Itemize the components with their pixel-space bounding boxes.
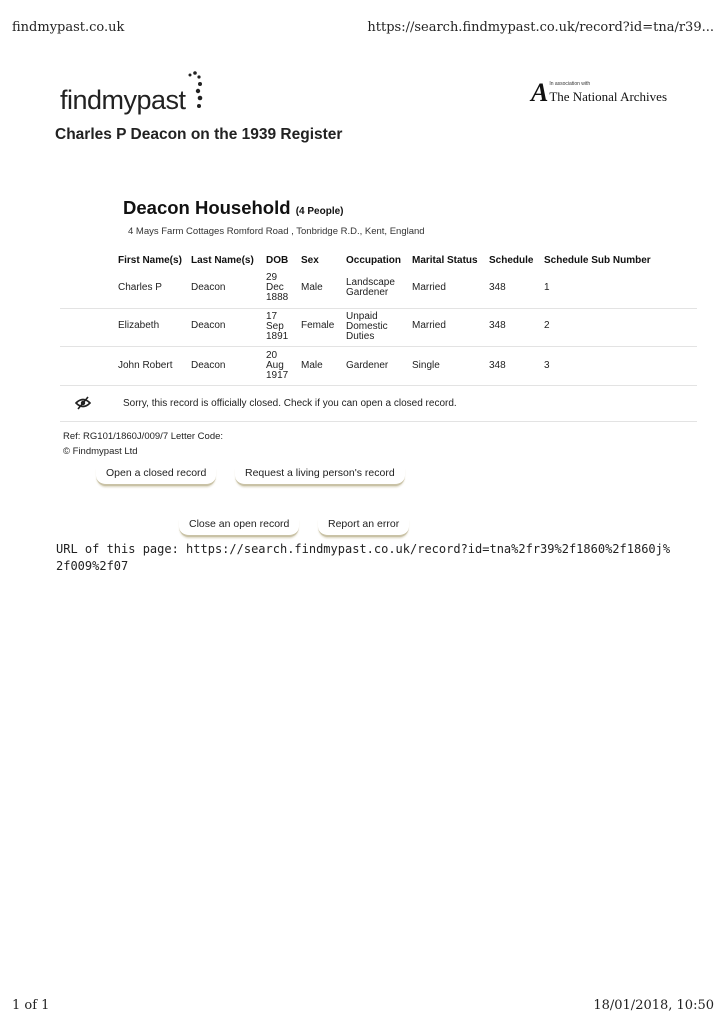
col-header-sex: Sex xyxy=(301,255,319,266)
report-error-button[interactable]: Report an error xyxy=(318,518,409,537)
occupation-line: Unpaid xyxy=(346,311,378,322)
tna-association-text: In association with xyxy=(549,81,591,87)
occupation-line: Domestic xyxy=(346,321,388,332)
cell-schedule-sub-number: 3 xyxy=(544,360,550,371)
cell-schedule-sub-number: 2 xyxy=(544,320,550,331)
cell-last-name: Deacon xyxy=(191,282,226,293)
cell-occupation xyxy=(346,312,388,342)
household-address: 4 Mays Farm Cottages Romford Road , Tonbridge R.D., Kent, England xyxy=(128,226,425,237)
cell-occupation xyxy=(346,361,388,371)
cell-dob xyxy=(266,351,288,381)
dob-year: 1891 xyxy=(266,331,289,342)
logo-text: findmypast xyxy=(60,85,186,115)
copyright-notice: © Findmypast Ltd xyxy=(63,446,138,457)
occupation-line: Landscape xyxy=(346,277,395,288)
dob-year: 1888 xyxy=(266,292,289,303)
cell-dob xyxy=(266,312,288,342)
cell-last-name: Deacon xyxy=(191,320,226,331)
cell-dob xyxy=(266,273,288,303)
dob-day: 17 xyxy=(266,311,278,322)
open-closed-record-button[interactable]: Open a closed record xyxy=(96,467,216,486)
col-header-first-name: First Name(s) xyxy=(118,255,182,266)
findmypast-logo[interactable] xyxy=(60,70,203,114)
household-count: (4 People) xyxy=(295,206,344,217)
cell-last-name: Deacon xyxy=(191,360,226,371)
cell-sex: Female xyxy=(301,320,335,331)
occupation-line: Duties xyxy=(346,331,375,342)
close-open-record-button[interactable]: Close an open record xyxy=(179,518,299,537)
record-reference: Ref: RG101/1860J/009/7 Letter Code: xyxy=(63,431,224,442)
dob-day: 29 xyxy=(266,272,278,283)
col-header-marital-status: Marital Status xyxy=(412,255,478,266)
cell-schedule: 348 xyxy=(489,282,506,293)
dob-month: Sep xyxy=(266,321,284,332)
tna-name: The National Archives xyxy=(549,89,667,104)
logo-dots-icon xyxy=(187,70,203,114)
request-living-person-button[interactable]: Request a living person's record xyxy=(235,467,405,486)
occupation-line: Gardener xyxy=(346,287,389,298)
cell-sex: Male xyxy=(301,282,323,293)
row-divider xyxy=(60,385,697,386)
cell-first-name: John Robert xyxy=(118,360,173,371)
print-header-site: findmypast.co.uk xyxy=(12,20,125,35)
dob-day: 20 xyxy=(266,350,278,361)
cell-schedule: 348 xyxy=(489,360,506,371)
national-archives-logo xyxy=(531,80,667,106)
closed-record-message: Sorry, this record is officially closed. Check if you can open a closed record. xyxy=(123,398,457,409)
cell-first-name: Charles P xyxy=(118,282,162,293)
hidden-eye-icon xyxy=(75,396,91,410)
col-header-schedule-sub-number: Schedule Sub Number xyxy=(544,255,651,266)
col-header-schedule: Schedule xyxy=(489,255,534,266)
cell-schedule: 348 xyxy=(489,320,506,331)
page-title: Charles P Deacon on the 1939 Register xyxy=(55,126,343,143)
row-divider xyxy=(60,421,697,422)
dob-month: Aug xyxy=(266,360,284,371)
cell-marital-status: Married xyxy=(412,320,446,331)
cell-marital-status: Single xyxy=(412,360,440,371)
household-heading xyxy=(123,197,344,219)
print-footer-datetime: 18/01/2018, 10:50 xyxy=(593,998,714,1013)
tna-a-mark-icon: A xyxy=(530,78,549,107)
page-url-text: URL of this page: https://search.findmypast.co.uk/record?id=tna%2fr39%2f1860%2f1860j%2f009%2f07 xyxy=(56,542,671,573)
row-divider xyxy=(60,308,697,309)
col-header-last-name: Last Name(s) xyxy=(191,255,254,266)
cell-first-name: Elizabeth xyxy=(118,320,160,331)
dob-month: Dec xyxy=(266,282,284,293)
col-header-occupation: Occupation xyxy=(346,255,402,266)
cell-marital-status: Married xyxy=(412,282,446,293)
col-header-dob: DOB xyxy=(266,255,289,266)
cell-schedule-sub-number: 1 xyxy=(544,282,550,293)
print-header-url: https://search.findmypast.co.uk/record?id=tna/r39... xyxy=(367,20,714,35)
occupation-line: Gardener xyxy=(346,360,389,371)
cell-sex: Male xyxy=(301,360,323,371)
print-footer-page: 1 of 1 xyxy=(12,998,50,1013)
dob-year: 1917 xyxy=(266,370,289,381)
cell-occupation xyxy=(346,278,395,298)
household-title: Deacon Household xyxy=(123,197,291,218)
row-divider xyxy=(60,346,697,347)
